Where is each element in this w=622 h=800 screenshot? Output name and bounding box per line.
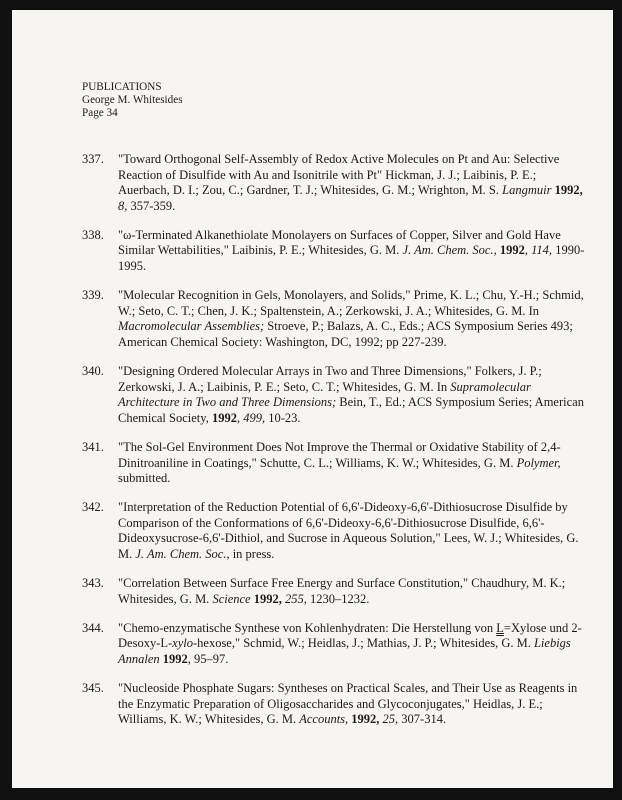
publication-citation bbox=[118, 228, 587, 275]
citation-text: in press. bbox=[229, 546, 275, 561]
publication-entry bbox=[82, 228, 587, 275]
citation-text: Langmuir bbox=[502, 183, 552, 198]
citation-text: 25, bbox=[382, 712, 399, 727]
publication-entry bbox=[82, 500, 587, 562]
publication-number: 337. bbox=[82, 152, 104, 166]
publication-entry bbox=[82, 288, 587, 350]
publication-number: 338. bbox=[82, 227, 104, 242]
publication-entry bbox=[82, 576, 587, 607]
publication-entry bbox=[82, 152, 587, 214]
publication-entry bbox=[82, 364, 587, 426]
citation-text: 114, bbox=[531, 243, 553, 258]
publication-entry bbox=[82, 440, 587, 487]
publication-citation bbox=[118, 152, 587, 214]
document-page bbox=[12, 10, 613, 788]
citation-text: xylo bbox=[172, 636, 193, 651]
citation-text: , 95–97. bbox=[187, 651, 229, 666]
citation-text: =Xylose und 2-Desoxy-L- bbox=[118, 620, 582, 651]
citation-text: -hexose," Schmid, W.; Heidlas, J.; Mathias, J. P.; Whitesides, G. M. bbox=[192, 636, 534, 651]
citation-text: 1992 bbox=[162, 651, 188, 666]
citation-text: Science bbox=[212, 591, 251, 606]
citation-text: Stroeve, P.; Balazs, A. C., Eds.; ACS Symposium Series 493; American Chemical Society: Washington, DC, 1992; pp 227-239. bbox=[118, 319, 573, 349]
citation-text: J. Am. Chem. Soc., bbox=[135, 546, 230, 561]
citation-text: 1992, bbox=[253, 591, 282, 606]
publication-list bbox=[82, 152, 587, 741]
citation-text: Polymer, bbox=[516, 455, 561, 470]
publication-number: 343. bbox=[82, 576, 104, 591]
publication-number: 345. bbox=[82, 681, 104, 696]
citation-text: "Interpretation of the Reduction Potential of 6,6'-Dideoxy-6,6'-Dithiosucrose Disulfide by Comparison of the Conformations of 6,6'-Dideoxy-6,6'-Dithiosucrose Disulfide, 6,6'-Dideoxysucrose-6,6'-Dithiol, and Sucrose in Aqueous Solution," Lees, W. J.; Whitesides, G. M. bbox=[118, 500, 579, 561]
citation-text: Macromolecular Assemblies; bbox=[118, 319, 265, 334]
citation-text: Accounts, bbox=[299, 712, 349, 727]
citation-text: 10-23. bbox=[265, 410, 301, 425]
citation-text: 1992 bbox=[211, 410, 237, 425]
citation-text: "Designing Ordered Molecular Arrays in Two and Three Dimensions," Folkers, J. P.; Zerkowski, J. A.; Laibinis, P. E.; Seto, C. T.; Whitesides, G. M. In bbox=[118, 364, 542, 394]
citation-text: 357-359. bbox=[127, 198, 176, 213]
publication-citation bbox=[118, 681, 587, 728]
header-title: PUBLICATIONS bbox=[82, 81, 162, 93]
page-header bbox=[82, 81, 183, 120]
publication-number: 339. bbox=[82, 288, 104, 303]
citation-text: "Nucleoside Phosphate Sugars: Syntheses on Practical Scales, and Their Use as Reagents in the Enzymatic Preparation of Oligosaccharides and Glycoconjugates," Heidlas, J. E.; Williams, K. W.; Whitesides, G. M. bbox=[118, 681, 578, 727]
header-author: George M. Whitesides bbox=[82, 94, 183, 106]
publication-entry bbox=[82, 621, 587, 668]
publication-citation bbox=[118, 576, 587, 607]
citation-text: Supramolecular Architecture in Two and Three Dimensions; bbox=[118, 379, 531, 410]
publication-number: 341. bbox=[82, 439, 104, 454]
citation-text: 1992 bbox=[499, 243, 525, 258]
publication-citation bbox=[118, 440, 587, 487]
citation-text: "The Sol-Gel Environment Does Not Improve the Thermal or Oxidative Stability of 2,4-Dinitroaniline in Coatings," Schutte, C. L.; Williams, K. W.; Whitesides, G. M. bbox=[118, 439, 561, 470]
citation-text: "Toward Orthogonal Self-Assembly of Redox Active Molecules on Pt and Au: Selective Reaction of Disulfide with Au and Isonitrile with Pt" Hickman, J. J.; Laibinis, P. E.; Auerbach, D. I.; Zou, C.; Gardner, T. J.; Whitesides, G. M.; Wrighton, M. S. bbox=[118, 152, 560, 198]
citation-text: 1990-1995. bbox=[118, 243, 585, 274]
citation-text: "Correlation Between Surface Free Energy and Surface Constitution," Chaudhury, M. K.; Whitesides, G. M. bbox=[118, 576, 566, 606]
publication-number: 342. bbox=[82, 500, 104, 515]
citation-text: 8, bbox=[118, 198, 128, 213]
citation-text: Bein, T., Ed.; ACS Symposium Series; American Chemical Society, bbox=[118, 395, 584, 425]
header-page-number: Page 34 bbox=[82, 107, 118, 119]
publication-citation bbox=[118, 288, 587, 350]
publication-entry bbox=[82, 681, 587, 728]
citation-text: "Molecular Recognition in Gels, Monolayers, and Solids," Prime, K. L.; Chu, Y.-H.; Schmid, W.; Seto, C. T.; Chen, J. K.; Spaltenstein, A.; Zerkowski, J. A.; Whitesides, G. M. In bbox=[118, 288, 584, 318]
citation-text: "Chemo-enzymatische Synthese von Kohlenhydraten: Die Herstellung von bbox=[118, 620, 497, 635]
citation-text: 1992, bbox=[554, 183, 583, 198]
citation-text: Liebigs Annalen bbox=[118, 636, 571, 666]
citation-text: "ω-Terminated Alkanethiolate Monolayers on Surfaces of Copper, Silver and Gold Have Similar Wettabilities," Laibinis, P. E.; Whitesides, G. M. bbox=[118, 227, 561, 258]
citation-text: L bbox=[496, 620, 504, 635]
publication-number: 340. bbox=[82, 364, 104, 379]
citation-text: submitted. bbox=[118, 471, 171, 486]
citation-text: , bbox=[236, 410, 244, 425]
citation-text: J. Am. Chem. Soc., bbox=[402, 243, 497, 258]
citation-text: 307-314. bbox=[398, 712, 447, 727]
publication-citation bbox=[118, 364, 587, 426]
citation-text: 499, bbox=[243, 410, 266, 425]
publication-citation bbox=[118, 621, 587, 668]
publication-number: 344. bbox=[82, 620, 104, 635]
citation-text: , bbox=[524, 243, 532, 258]
citation-text: 1230–1232. bbox=[306, 591, 370, 606]
citation-text: 1992, bbox=[351, 712, 380, 727]
citation-text: 255, bbox=[284, 591, 307, 606]
publication-citation bbox=[118, 500, 587, 562]
